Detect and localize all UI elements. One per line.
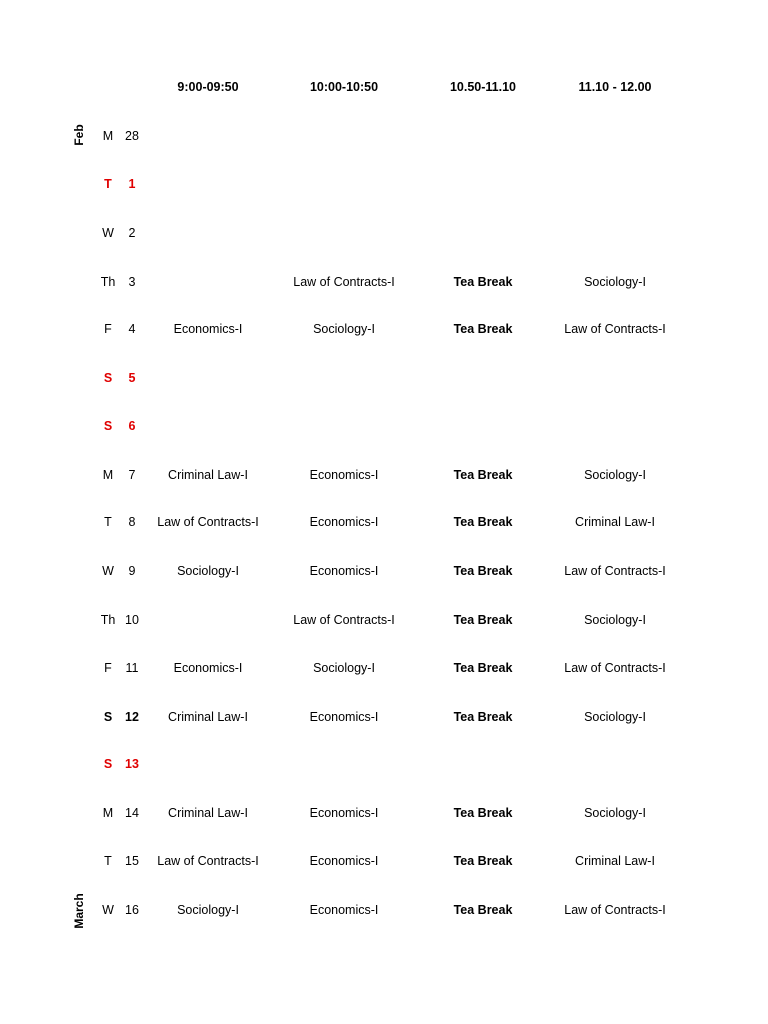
day-of-week: W [102,564,114,578]
day-number: 14 [125,806,139,820]
day-number: 13 [125,757,139,771]
table-row [0,368,768,388]
slot-3-cell: Tea Break [453,468,513,482]
header-slot-3: 10.50-11.10 [449,80,517,94]
day-of-week: T [104,177,112,191]
slot-4-cell: Law of Contracts-I [564,661,666,675]
table-row [0,272,768,292]
day-number: 16 [125,903,139,917]
day-of-week: M [102,806,114,820]
day-of-week: S [103,419,113,433]
table-row [0,900,768,920]
header-slot-1: 9:00-09:50 [177,80,239,94]
table-row [0,319,768,339]
day-number: 15 [125,854,139,868]
slot-3-cell: Tea Break [453,710,513,724]
table-row [0,754,768,774]
slot-4-cell: Law of Contracts-I [564,564,666,578]
slot-1-cell: Sociology-I [177,903,239,917]
day-number: 8 [128,515,136,529]
day-of-week: T [104,854,112,868]
table-row [0,561,768,581]
slot-2-cell: Economics-I [309,903,379,917]
slot-4-cell: Criminal Law-I [575,854,655,868]
slot-2-cell: Law of Contracts-I [293,613,395,627]
day-number: 11 [125,661,139,675]
month-label-feb: Feb [72,124,86,146]
slot-3-cell: Tea Break [453,564,513,578]
day-number: 28 [125,129,139,143]
day-number: 5 [128,371,136,385]
day-of-week: F [104,661,112,675]
day-number: 2 [128,226,136,240]
slot-1-cell: Law of Contracts-I [157,515,259,529]
day-of-week: S [103,371,113,385]
slot-2-cell: Economics-I [309,564,379,578]
table-row [0,851,768,871]
slot-4-cell: Sociology-I [584,806,646,820]
slot-2-cell: Economics-I [309,515,379,529]
day-of-week: W [102,903,114,917]
slot-4-cell: Sociology-I [584,275,646,289]
day-of-week: S [103,710,113,724]
slot-3-cell: Tea Break [453,613,513,627]
table-row [0,465,768,485]
slot-1-cell: Criminal Law-I [168,468,248,482]
table-row [0,174,768,194]
slot-4-cell: Sociology-I [584,613,646,627]
slot-3-cell: Tea Break [453,515,513,529]
day-of-week: Th [100,613,116,627]
day-number: 10 [125,613,139,627]
slot-1-cell: Criminal Law-I [168,710,248,724]
day-of-week: T [104,515,112,529]
table-row [0,512,768,532]
slot-4-cell: Sociology-I [584,710,646,724]
slot-4-cell: Law of Contracts-I [564,322,666,336]
table-row [0,610,768,630]
day-of-week: Th [100,275,116,289]
slot-1-cell: Sociology-I [177,564,239,578]
day-of-week: F [104,322,112,336]
table-row [0,658,768,678]
day-of-week: M [102,468,114,482]
day-number: 3 [128,275,136,289]
slot-2-cell: Economics-I [309,710,379,724]
slot-3-cell: Tea Break [453,661,513,675]
table-row [0,223,768,243]
table-row [0,707,768,727]
slot-3-cell: Tea Break [453,854,513,868]
slot-3-cell: Tea Break [453,903,513,917]
table-row [0,126,768,146]
slot-4-cell: Criminal Law-I [575,515,655,529]
day-number: 7 [128,468,136,482]
slot-2-cell: Sociology-I [313,322,375,336]
slot-4-cell: Sociology-I [584,468,646,482]
slot-3-cell: Tea Break [453,806,513,820]
table-row [0,803,768,823]
slot-2-cell: Economics-I [309,468,379,482]
slot-4-cell: Law of Contracts-I [564,903,666,917]
day-number: 9 [128,564,136,578]
slot-3-cell: Tea Break [453,275,513,289]
header-slot-4: 11.10 - 12.00 [578,80,652,94]
month-label-march: March [72,893,86,929]
day-number: 6 [128,419,136,433]
slot-1-cell: Law of Contracts-I [157,854,259,868]
day-number: 4 [128,322,136,336]
day-of-week: M [102,129,114,143]
header-slot-2: 10:00-10:50 [309,80,379,94]
slot-3-cell: Tea Break [453,322,513,336]
day-number: 12 [125,710,139,724]
slot-1-cell: Criminal Law-I [168,806,248,820]
slot-2-cell: Sociology-I [313,661,375,675]
slot-2-cell: Law of Contracts-I [293,275,395,289]
slot-1-cell: Economics-I [173,322,243,336]
slot-1-cell: Economics-I [173,661,243,675]
table-row [0,416,768,436]
day-of-week: S [103,757,113,771]
slot-2-cell: Economics-I [309,854,379,868]
slot-2-cell: Economics-I [309,806,379,820]
day-number: 1 [128,177,136,191]
day-of-week: W [102,226,114,240]
